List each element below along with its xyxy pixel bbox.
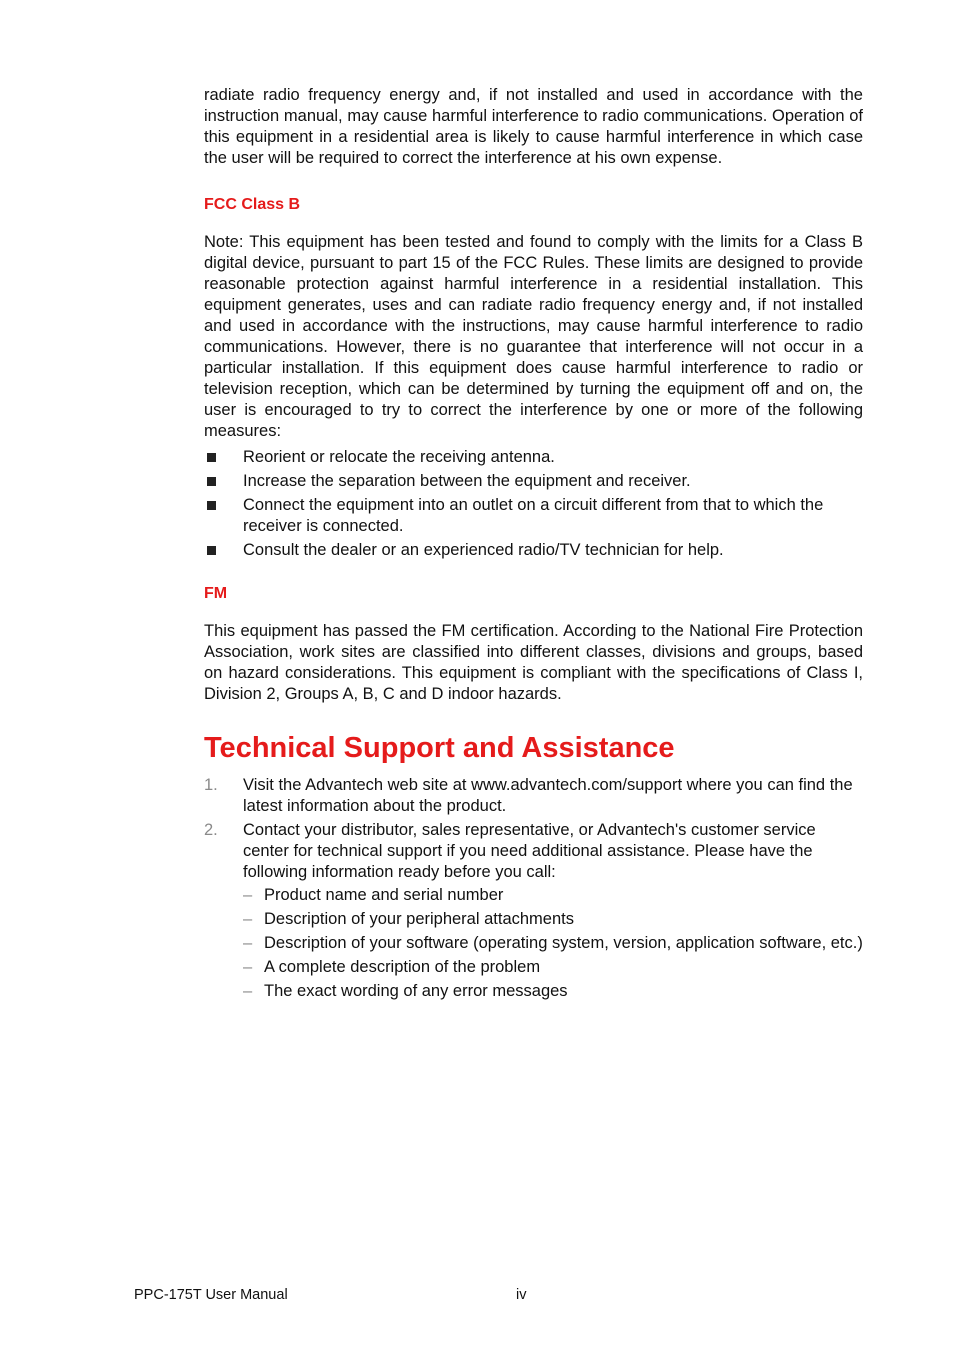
list-item: – Product name and serial number [243,886,504,904]
fcc-class-b-heading: FCC Class B [204,196,301,213]
square-bullet-icon [207,501,216,510]
list-item: – Description of your peripheral attachments [243,910,574,928]
footer-manual-title: PPC-175T User Manual [134,1287,288,1303]
page-content [204,85,863,1005]
list-item: Increase the separation between the equipment and receiver. [204,471,863,492]
list-item: – Description of your software (operating system, version, application software, etc.) [243,934,863,952]
list-item: – The exact wording of any error messages [243,982,568,1000]
list-item: Connect the equipment into an outlet on a circuit different from that to which the receiver is connected. [204,495,863,537]
fcc-measures-list [204,447,863,561]
fm-heading: FM [204,585,228,602]
intro-paragraph: radiate radio frequency energy and, if not installed and used in accordance with the instruction manual, may cause harmful interference to radio communications. Operation of this equipment in a residential area is likely to cause harmful interference in which case the user will be required to correct the interference at his own expense. [204,86,863,167]
required-info-list [243,885,863,1002]
list-item: Reorient or relocate the receiving antenna. [204,447,863,468]
square-bullet-icon [207,546,216,555]
footer-page-number: iv [516,1287,527,1303]
square-bullet-icon [207,453,216,462]
fcc-class-b-paragraph: Note: This equipment has been tested and found to comply with the limits for a Class B digital device, pursuant to part 15 of the FCC Rules. These limits are designed to provide reasonable protection against harmful interference in a residential installation. This equipment generates, uses and can radiate radio frequency energy and, if not installed and used in accordance with the instructions, may cause harmful interference to radio communications. However, there is no guarantee that interference will not occur in a particular installation. If this equipment does cause harmful interference to radio or television reception, which can be determined by turning the equipment off and on, the user is encouraged to try to correct the interference by one or more of the following measures: [204,233,863,440]
square-bullet-icon [207,477,216,486]
list-item: 2. Contact your distributor, sales representative, or Advantech's customer service center for technical support if you need additional assistance. Please have the following information ready before you call: – Product name and serial number – Description of your peripheral attachments – Description of your software (operating system, version, application software, etc.) – A complete description of the problem – The exact wording of any error messages [204,821,863,1000]
list-item: – A complete description of the problem [243,958,541,976]
list-item: Consult the dealer or an experienced radio/TV technician for help. [204,540,863,561]
support-steps-list [204,775,863,1002]
list-item: 1. Visit the Advantech web site at www.advantech.com/support where you can find the latest information about the product. [204,776,853,815]
fm-paragraph: This equipment has passed the FM certification. According to the National Fire Protection Association, work sites are classified into different classes, divisions and groups, based on hazard considerations. This equipment is compliant with the specifications of Class I, Division 2, Groups A, B, C and D indoor hazards. [204,622,863,703]
technical-support-heading: Technical Support and Assistance [204,732,675,764]
